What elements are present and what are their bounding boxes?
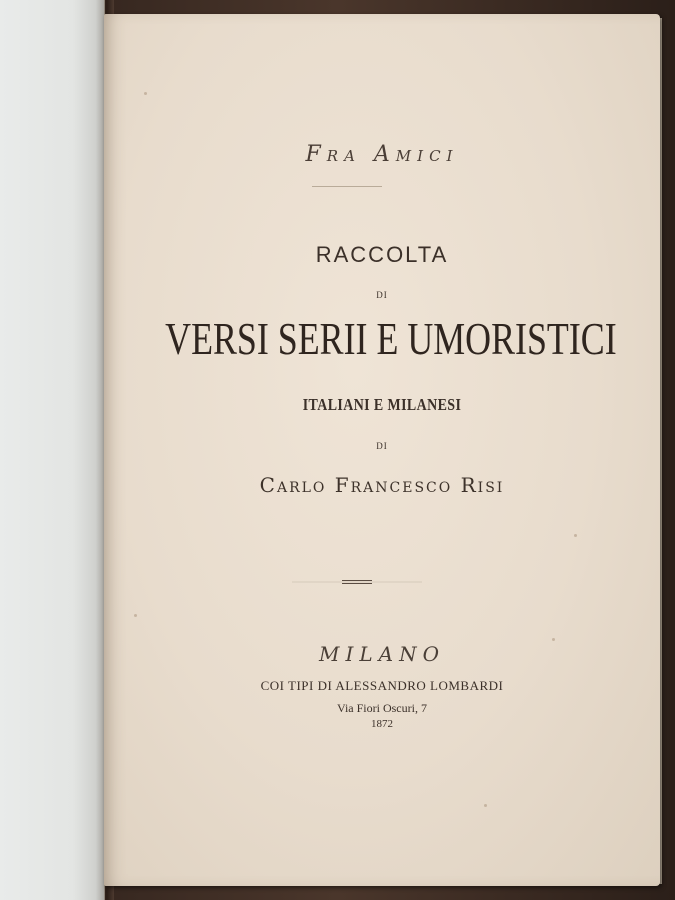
main-title: VERSI SERII E UMORISTICI	[165, 313, 617, 364]
heading-raccolta: RACCOLTA	[315, 242, 449, 267]
imprint-city: MILANO	[319, 642, 445, 666]
paper-speck	[484, 804, 487, 807]
connector-di-1: DI	[376, 290, 388, 300]
paper-speck	[574, 534, 577, 537]
connector-di-2: DI	[376, 441, 388, 451]
author-name: Carlo Francesco Risi	[259, 473, 505, 497]
subtitle: ITALIANI E MILANESI	[302, 395, 462, 414]
paper-speck	[144, 92, 147, 95]
imprint-printer: COI TIPI DI ALESSANDRO LOMBARDI	[260, 678, 504, 693]
imprint-year: 1872	[371, 718, 393, 730]
series-title: Fra Amici	[305, 142, 459, 167]
paper-speck	[134, 614, 137, 617]
left-blank-page	[0, 0, 105, 900]
series-rule	[312, 186, 382, 187]
ornamental-rule	[292, 578, 422, 586]
title-page	[104, 14, 660, 886]
imprint-address: Via Fiori Oscuri, 7	[337, 701, 427, 715]
paper-speck	[552, 638, 555, 641]
